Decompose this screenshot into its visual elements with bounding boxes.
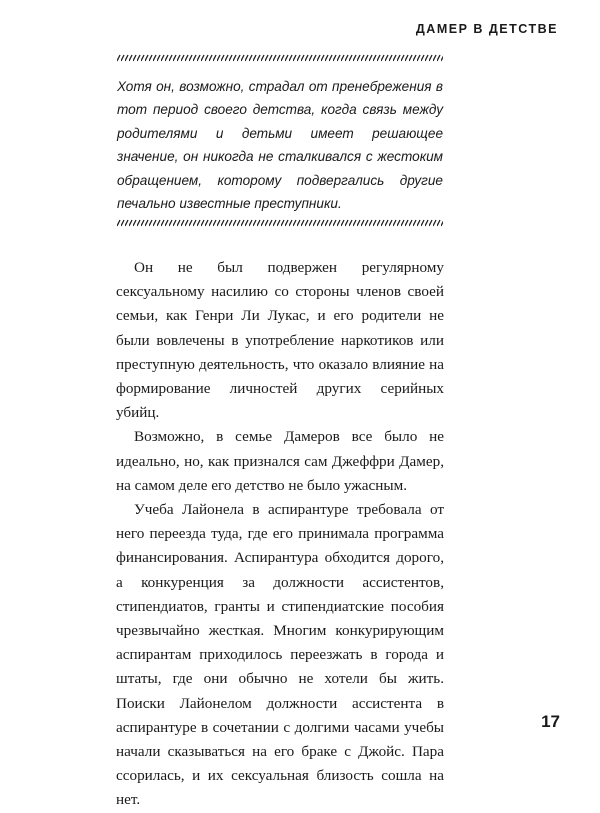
body-text (116, 256, 444, 813)
pull-quote: Хотя он, возможно, страдал от пренебрежения в тот период своего детства, когда связь между родителями и детьми имеет решающее значение, он никогда не сталкивался с жестоким обращением, которому подвергались другие печально известные преступники. (117, 79, 443, 212)
running-header: ДАМЕР В ДЕТСТВЕ (415, 22, 558, 36)
quote-bottom-rule (117, 219, 443, 227)
quote-top-rule (117, 54, 443, 62)
page-number: 17 (541, 712, 560, 731)
paragraph: Возможно, в семье Дамеров все было не идеально, но, как признался сам Джеффри Дамер, на самом деле его детство не было ужасным. (116, 428, 444, 494)
paragraph: Он не был подвержен регулярному сексуальному насилию со стороны членов своей семьи, как Генри Ли Лукас, и его родители не были вовлечены в употребление наркотиков или преступную деятельность, что оказало влияние на формирование личностей других серийных убийц. (116, 259, 444, 422)
paragraph: Учеба Лайонела в аспирантуре требовала от него переезда туда, где его принимала программа финансирования. Аспирантура обходится дорого, а конкуренция за должности ассистентов, стипендиатов, гранты и стипендиатские пособия чрезвычайно жесткая. Многим конкурирующим аспирантам приходилось переезжать в города и штаты, где они обычно не хотели бы жить. Поиски Лайонелом должности ассистента в аспирантуре в сочетании с долгими часами учебы начали сказываться на его браке с Джойс. Пара ссорилась, и их сексуальная близость сошла на нет. (116, 501, 444, 809)
